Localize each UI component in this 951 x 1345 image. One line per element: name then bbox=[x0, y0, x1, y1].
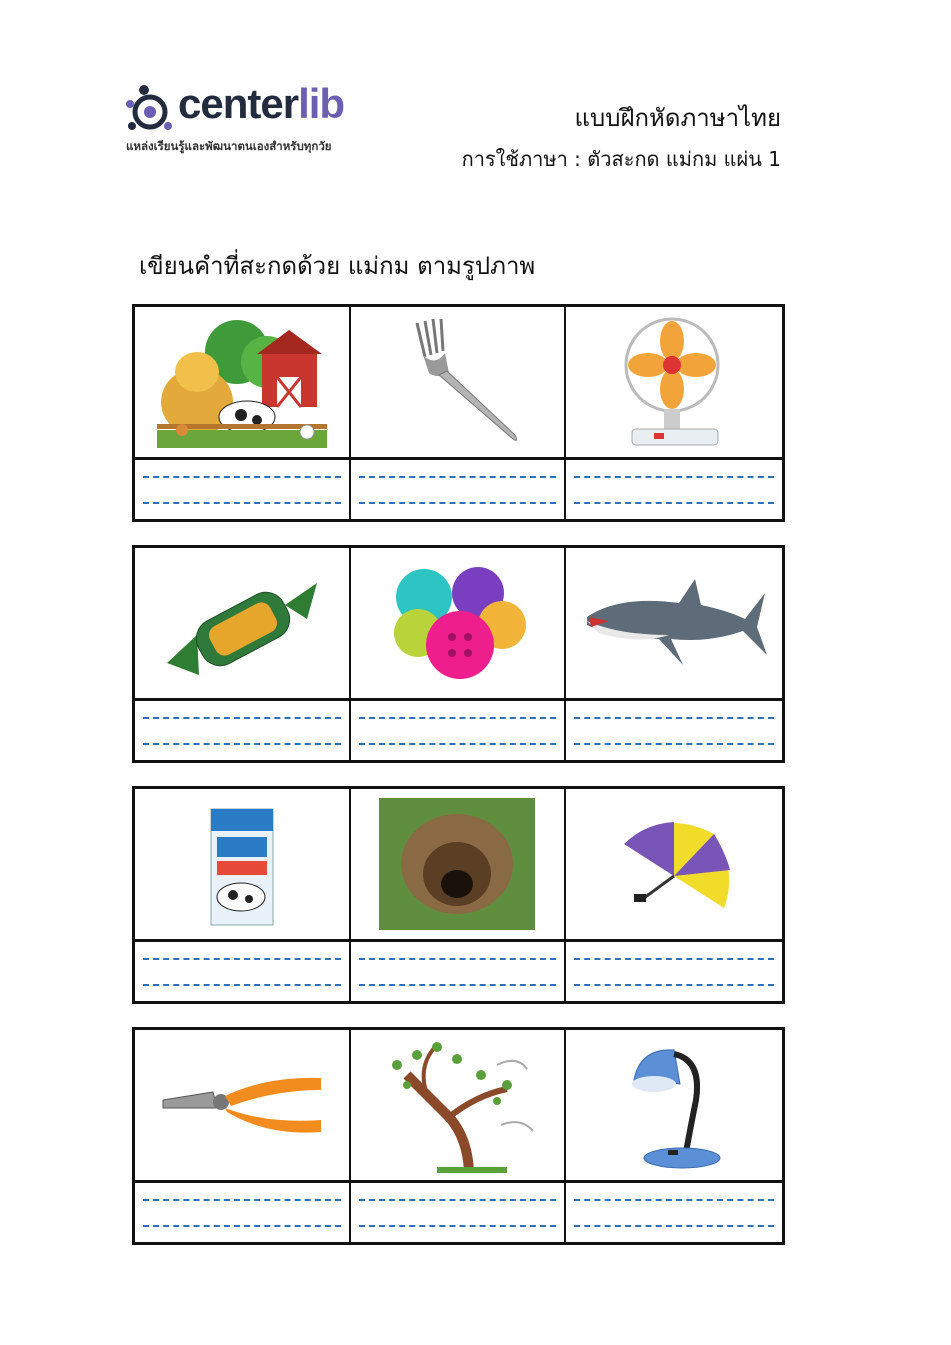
answer-line bbox=[574, 743, 774, 745]
answer-cell[interactable] bbox=[566, 460, 782, 519]
electric-fan-icon bbox=[614, 315, 734, 449]
answer-line bbox=[574, 476, 774, 478]
toffee-candy-icon bbox=[157, 563, 327, 683]
worksheet-title: แบบฝึกหัดภาษาไทย bbox=[574, 104, 781, 132]
shark-icon bbox=[579, 573, 769, 673]
answer-line bbox=[359, 476, 557, 478]
picture-cell bbox=[135, 548, 351, 701]
answer-line bbox=[143, 984, 341, 986]
answer-line bbox=[143, 743, 341, 745]
picture-cell bbox=[566, 1030, 782, 1183]
answer-cell[interactable] bbox=[135, 460, 351, 519]
answer-cell[interactable] bbox=[566, 1183, 782, 1242]
answer-line bbox=[143, 717, 341, 719]
logo-tagline: แหล่งเรียนรู้และพัฒนาตนเองสำหรับทุกวัย bbox=[126, 139, 332, 153]
answer-line bbox=[143, 1225, 341, 1227]
picture-cell bbox=[135, 789, 351, 942]
fork-icon bbox=[387, 317, 527, 447]
exercise-row-1 bbox=[132, 304, 785, 522]
exercise-row-2 bbox=[132, 545, 785, 763]
picture-cell bbox=[351, 1030, 567, 1183]
picture-cell bbox=[351, 548, 567, 701]
exercise-row-4 bbox=[132, 1027, 785, 1245]
milk-carton-icon bbox=[207, 801, 277, 927]
answer-cell[interactable] bbox=[135, 701, 351, 760]
answer-line bbox=[359, 743, 557, 745]
answer-line bbox=[359, 958, 557, 960]
hole-icon bbox=[379, 798, 535, 930]
picture-cell bbox=[566, 307, 782, 460]
picture-cell bbox=[351, 307, 567, 460]
answer-line bbox=[143, 476, 341, 478]
answer-line bbox=[143, 958, 341, 960]
answer-line bbox=[574, 1199, 774, 1201]
answer-line bbox=[359, 1225, 557, 1227]
exercise-row-3 bbox=[132, 786, 785, 1004]
answer-cell[interactable] bbox=[351, 701, 567, 760]
answer-line bbox=[359, 502, 557, 504]
windy-tree-icon bbox=[377, 1035, 537, 1175]
logo-word-lib: lib bbox=[298, 80, 345, 127]
picture-cell bbox=[351, 789, 567, 942]
answer-line bbox=[359, 717, 557, 719]
buttons-icon bbox=[382, 563, 532, 683]
picture-cell bbox=[135, 307, 351, 460]
answer-line bbox=[574, 1225, 774, 1227]
answer-line bbox=[574, 717, 774, 719]
picture-cell bbox=[566, 548, 782, 701]
answer-line bbox=[574, 984, 774, 986]
answer-cell[interactable] bbox=[135, 942, 351, 1001]
answer-line bbox=[143, 1199, 341, 1201]
instruction-text: เขียนคำที่สะกดด้วย แม่กม ตามรูปภาพ bbox=[139, 252, 536, 280]
desk-lamp-icon bbox=[624, 1040, 724, 1170]
answer-cell[interactable] bbox=[351, 1183, 567, 1242]
answer-line bbox=[574, 958, 774, 960]
umbrella-icon bbox=[614, 814, 734, 914]
logo-word-center: center bbox=[178, 80, 299, 127]
answer-cell[interactable] bbox=[351, 942, 567, 1001]
logo-wordmark bbox=[178, 80, 344, 128]
answer-line bbox=[359, 1199, 557, 1201]
farm-icon bbox=[157, 312, 327, 452]
answer-cell[interactable] bbox=[566, 942, 782, 1001]
answer-line bbox=[359, 984, 557, 986]
answer-cell[interactable] bbox=[135, 1183, 351, 1242]
centerlib-logo bbox=[124, 82, 374, 154]
picture-cell bbox=[135, 1030, 351, 1183]
picture-cell bbox=[566, 789, 782, 942]
molecule-logo-icon bbox=[124, 82, 178, 138]
worksheet-subtitle: การใช้ภาษา : ตัวสะกด แม่กม แผ่น 1 bbox=[461, 147, 781, 171]
answer-line bbox=[143, 502, 341, 504]
pliers-icon bbox=[157, 1070, 327, 1140]
answer-line bbox=[574, 502, 774, 504]
answer-cell[interactable] bbox=[566, 701, 782, 760]
answer-cell[interactable] bbox=[351, 460, 567, 519]
